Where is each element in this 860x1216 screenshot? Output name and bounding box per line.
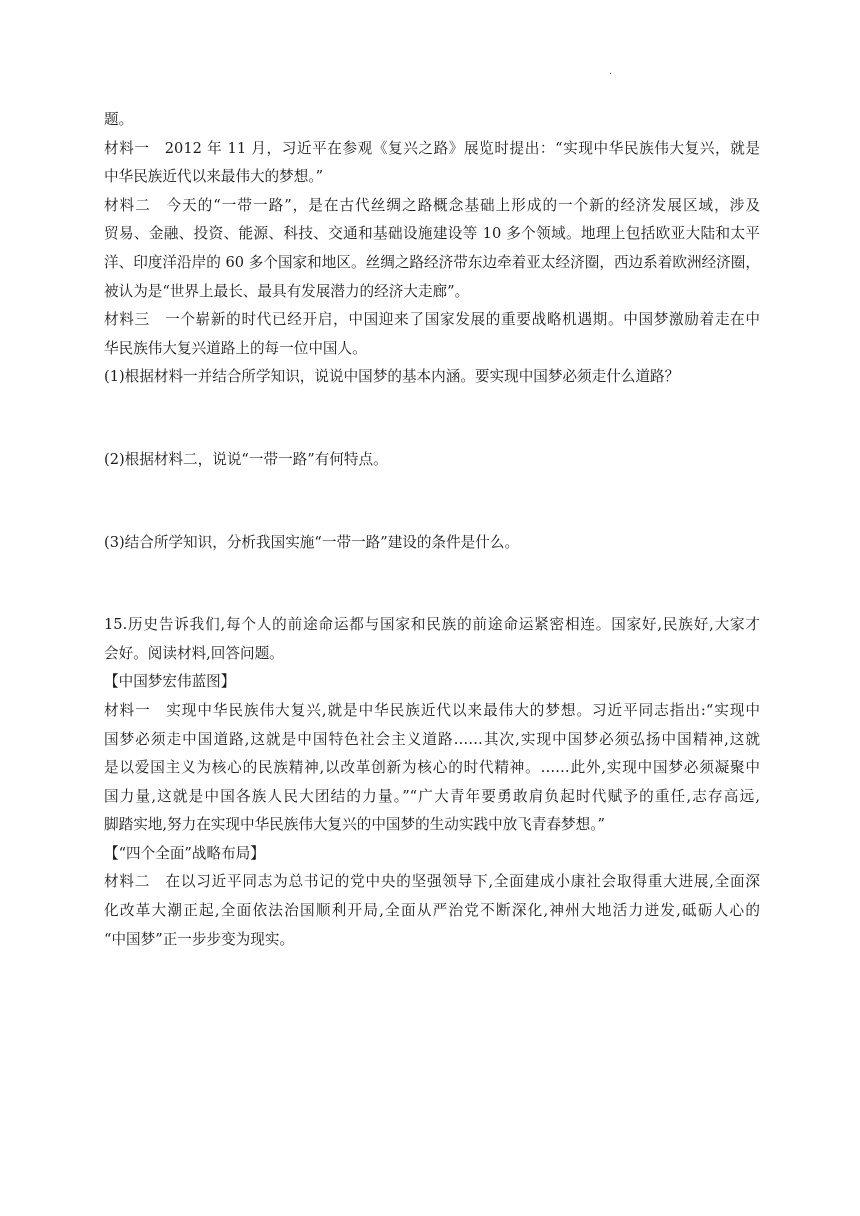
- text-line: 题。: [104, 111, 134, 128]
- question-1: (1)根据材料一并结合所学知识，说说中国梦的基本内涵。要实现中国梦必须走什么道路？: [104, 368, 680, 386]
- question-2: (2)根据材料二，说说“一带一路”有何特点。: [104, 450, 388, 468]
- text-line: 材料一 2012 年 11 月，习近平在参观《复兴之路》展览时提出：“实现中华民族伟大复兴，就是: [104, 139, 760, 157]
- text-line: 华民族伟大复兴道路上的每一位中国人。: [104, 339, 367, 357]
- answer-space-3: [104, 557, 760, 611]
- section-heading: 【中国梦宏伟蓝图】: [104, 673, 236, 691]
- section-heading: 【“四个全面”战略布局】: [104, 844, 265, 862]
- question-3: (3)结合所学知识，分析我国实施“一带一路”建设的条件是什么。: [104, 533, 520, 551]
- document-page: [104, 106, 760, 954]
- text-line: 材料二 在以习近平同志为总书记的党中央的坚强领导下,全面建成小康社会取得重大进展,全面深: [104, 873, 760, 891]
- answer-space-2: [104, 475, 760, 529]
- answer-space-1: [104, 392, 760, 446]
- text-line: 被认为是“世界上最长、最具有发展潜力的经济大走廊”。: [104, 282, 470, 300]
- text-line: 贸易、金融、投资、能源、科技、交通和基础设施建设等 10 多个领域。地理上包括欧亚大陆和太平: [104, 225, 760, 243]
- text-line: “中国梦”正一步步变为现实。: [104, 930, 295, 948]
- question-15-line: 15.历史告诉我们,每个人的前途命运都与国家和民族的前途命运紧密相连。国家好,民族好,大家才: [104, 616, 760, 634]
- text-line: 国梦必须走中国道路,这就是中国特色社会主义道路……其次,实现中国梦必须弘扬中国精神,这就: [104, 730, 760, 748]
- text-line: 国力量,这就是中国各族人民大团结的力量。”“广大青年要勇敢肩负起时代赋予的重任,志存高远,: [104, 787, 760, 805]
- text-line: 脚踏实地,努力在实现中华民族伟大复兴的中国梦的生动实践中放飞青春梦想。”: [104, 816, 605, 834]
- text-line: 化改革大潮正起,全面依法治国顺利开局,全面从严治党不断深化,神州大地活力迸发,砥砺人心的: [104, 902, 760, 920]
- text-line: 中华民族近代以来最伟大的梦想。”: [104, 168, 324, 186]
- text-line: 是以爱国主义为核心的民族精神,以改革创新为核心的时代精神。……此外,实现中国梦必须凝聚中: [104, 759, 760, 777]
- header-dot: .: [609, 66, 613, 77]
- text-line: 材料一 实现中华民族伟大复兴,就是中华民族近代以来最伟大的梦想。习近平同志指出:“实现中: [104, 701, 760, 719]
- text-line: 材料三 一个崭新的时代已经开启，中国迎来了国家发展的重要战略机遇期。中国梦激励着走在中: [104, 311, 760, 329]
- text-line: 材料二 今天的“一带一路”，是在古代丝绸之路概念基础上形成的一个新的经济发展区域，涉及: [104, 196, 760, 214]
- text-line: 洋、印度洋沿岸的 60 多个国家和地区。丝绸之路经济带东边牵着亚太经济圈，西边系着欧洲经济圈，: [104, 253, 760, 271]
- text-line: 会好。阅读材料,回答问题。: [104, 644, 284, 662]
